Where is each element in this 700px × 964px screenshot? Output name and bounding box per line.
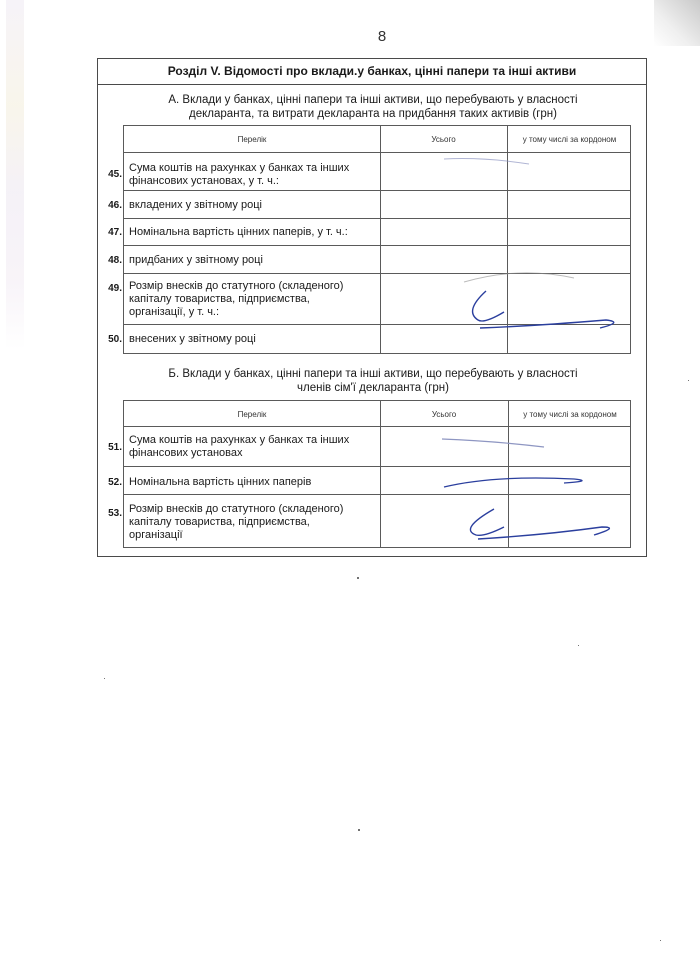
table-b-col-total: Усього	[431, 410, 457, 419]
scan-speck	[660, 940, 661, 941]
scan-edge-stripe	[6, 0, 24, 350]
table-a-col-list: Перелік	[237, 135, 267, 144]
part-b-title	[108, 367, 638, 395]
table-b-col-abroad: у тому числі за кордоном	[523, 410, 617, 419]
row-46-number: 46.	[108, 200, 122, 211]
row-49-number: 49.	[108, 283, 122, 294]
part-a-title-line2: декларанта, та витрати декларанта на придбання таких активів (грн)	[189, 108, 557, 120]
row-45-label: Сума коштів на рахунках у банках та інших фінансових установах, у т. ч.:	[129, 162, 350, 187]
row-48-label: придбаних у звітному році	[129, 254, 263, 266]
handwritten-dash-mark-a	[424, 156, 624, 346]
scan-speck	[358, 829, 360, 831]
scan-speck	[688, 380, 689, 381]
row-46-label: вкладених у звітному році	[129, 199, 262, 211]
row-50-number: 50.	[108, 334, 122, 345]
table-b	[108, 400, 631, 548]
row-49-label: Розмір внесків до статутного (складеного) капіталу товариства, підприємства, організації, у т. ч.:	[129, 280, 344, 318]
row-51-number: 51.	[108, 442, 122, 453]
row-45-number: 45.	[108, 169, 122, 180]
scan-speck	[578, 645, 579, 646]
part-b-title-line1: Б. Вклади у банках, цінні папери та інші активи, що перебувають у власності	[168, 368, 578, 380]
row-47-number: 47.	[108, 227, 122, 238]
table-a	[108, 125, 631, 354]
part-a-title	[108, 93, 638, 121]
row-48-number: 48.	[108, 255, 122, 266]
row-47-label: Номінальна вартість цінних паперів, у т. ч.:	[129, 226, 348, 238]
page-number: 8	[377, 28, 387, 45]
table-a-col-total: Усього	[431, 135, 456, 144]
part-b-title-line2: членів сім'ї декларанта (грн)	[297, 382, 449, 394]
section-title: Розділ V. Відомості про вклади.у банках, цінні папери та інші активи	[98, 59, 646, 85]
part-a-title-line1: А. Вклади у банках, цінні папери та інші активи, що перебувають у власності	[168, 94, 578, 106]
handwritten-dash-mark-b	[424, 431, 624, 541]
section-frame	[97, 58, 647, 557]
scan-speck	[104, 678, 105, 679]
table-a-col-abroad: у тому числі за кордоном	[522, 135, 617, 144]
row-53-number: 53.	[108, 508, 122, 519]
row-52-label: Номінальна вартість цінних паперів	[129, 476, 312, 488]
row-50-label: внесених у звітному році	[129, 333, 256, 345]
table-b-col-list: Перелік	[237, 410, 267, 419]
row-52-number: 52.	[108, 477, 122, 488]
row-53-label: Розмір внесків до статутного (складеного) капіталу товариства, підприємства, організації	[129, 503, 344, 541]
scan-speck	[357, 577, 359, 579]
row-51-label: Сума коштів на рахунках у банках та інших фінансових установах	[129, 434, 350, 459]
